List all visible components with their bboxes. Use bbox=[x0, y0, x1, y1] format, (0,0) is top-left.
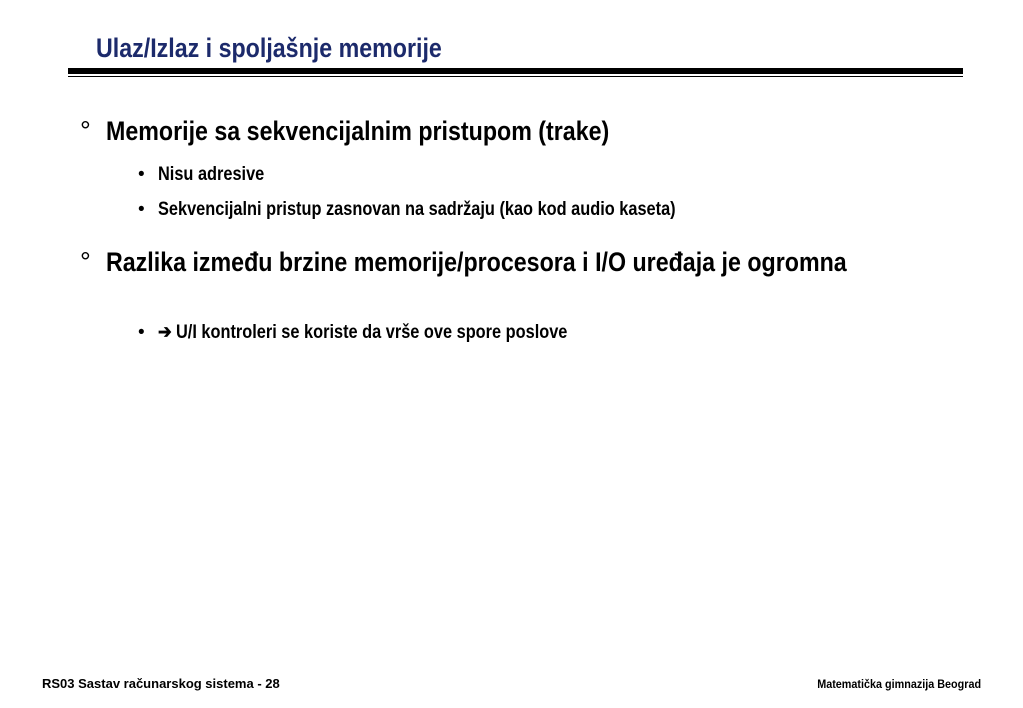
subbullet-io-controllers bbox=[138, 321, 1008, 345]
title-underline-rule bbox=[68, 68, 963, 74]
right-arrow-icon: ➔ bbox=[158, 322, 172, 343]
bullet-text: Razlika između brzine memorije/procesora i I/O uređaja je ogromna bbox=[106, 247, 847, 277]
subbullet-not-addressable bbox=[138, 163, 1008, 187]
subbullet-text: Nisu adresive bbox=[158, 164, 265, 185]
subbullet-text: Sekvencijalni pristup zasnovan na sadržaju (kao kod audio kaseta) bbox=[158, 199, 676, 220]
footer-institution: Matematička gimnazija Beograd bbox=[817, 677, 981, 691]
subbullet-content-based-access bbox=[138, 198, 1008, 222]
bullet-marker: ° bbox=[80, 247, 91, 277]
title-underline-thin-rule bbox=[68, 76, 963, 77]
bullet-marker: ° bbox=[80, 116, 91, 146]
footer-slide-label: RS03 Sastav računarskog sistema - 28 bbox=[42, 676, 280, 691]
subbullet-text: U/I kontroleri se koriste da vrše ove spore poslove bbox=[175, 322, 568, 343]
subbullet-content bbox=[158, 321, 889, 345]
bullet-text: Memorije sa sekvencijalnim pristupom (trake) bbox=[106, 116, 610, 146]
bullet-sequential-memories bbox=[80, 116, 1020, 147]
slide-title: Ulaz/Izlaz i spoljašnje memorije bbox=[96, 33, 442, 63]
subbullet-marker: • bbox=[138, 199, 145, 220]
subbullet-marker: • bbox=[138, 164, 145, 185]
subbullet-marker: • bbox=[138, 322, 145, 343]
bullet-speed-gap bbox=[80, 247, 1020, 278]
